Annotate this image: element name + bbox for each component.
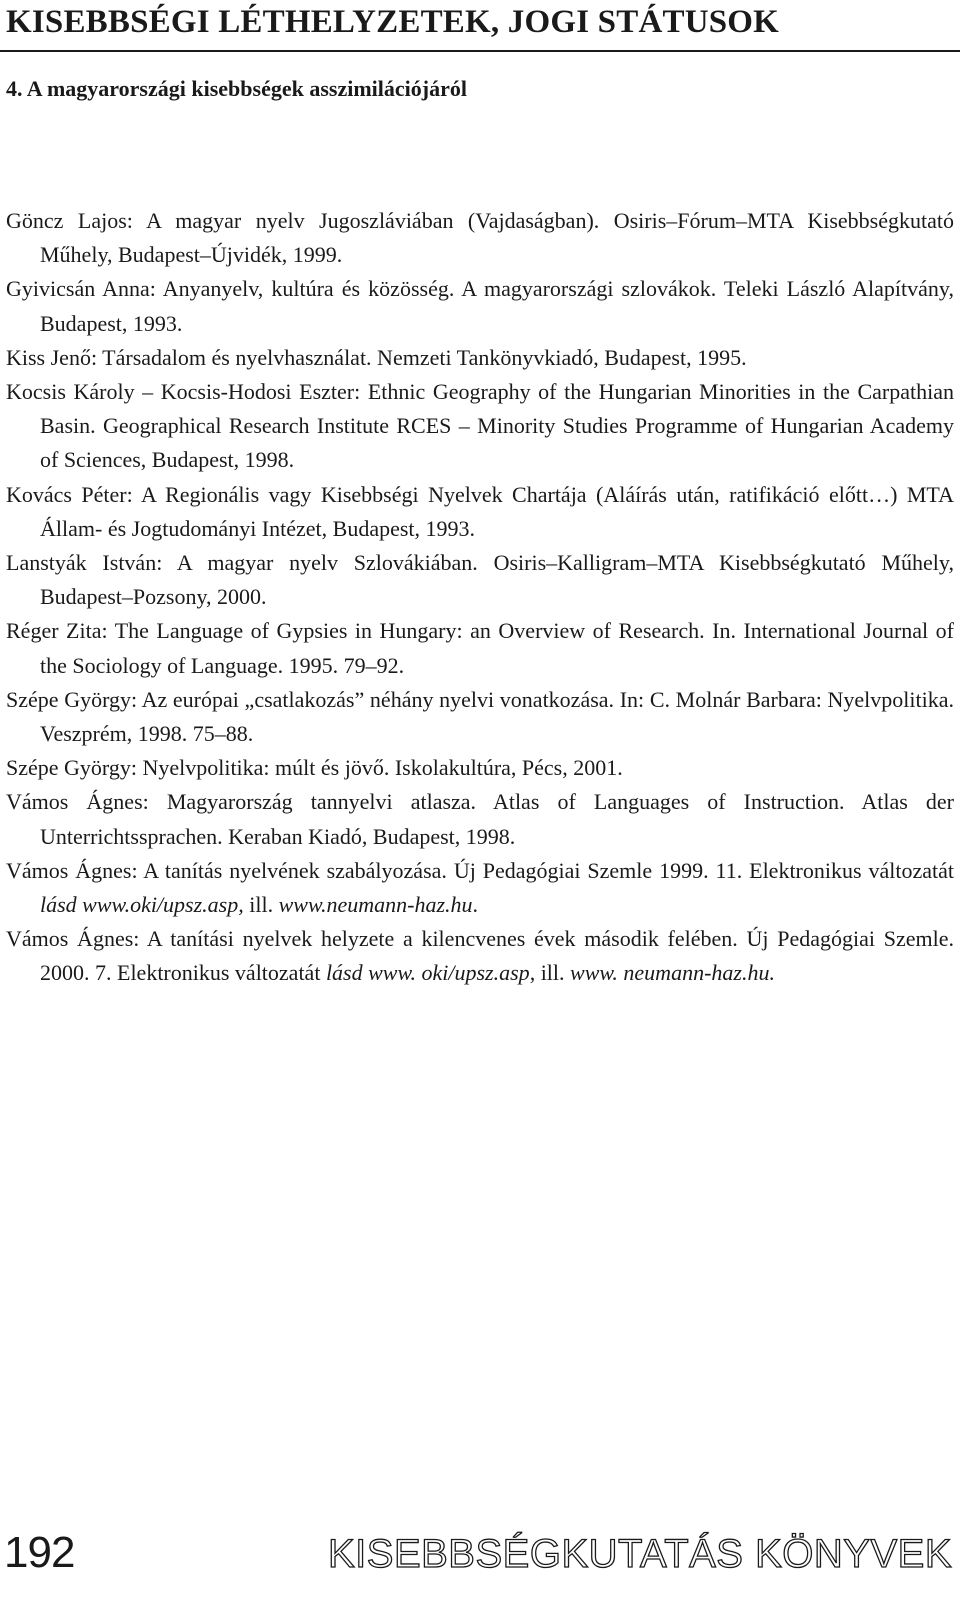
reference-text: Vámos Ágnes: Magyarország tannyelvi atlasza. Atlas of Languages of Instruction. Atlas der Unterrichtssprachen. Keraban Kiadó, Budapest, 1998.	[6, 789, 954, 849]
reference-list	[6, 204, 954, 991]
reference-item	[6, 854, 954, 922]
reference-item	[6, 785, 954, 853]
reference-text: Szépe György: Az európai „csatlakozás” néhány nyelvi vonatkozása. In: C. Molnár Barbara: Nyelvpolitika. Veszprém, 1998. 75–88.	[6, 686, 954, 747]
reference-item	[6, 546, 954, 614]
header-rule	[0, 50, 960, 52]
reference-item	[6, 751, 954, 785]
reference-text: Göncz Lajos: A magyar nyelv Jugoszláviában (Vajdaságban). Osiris–Fórum–MTA Kisebbségkutató Műhely, Budapest–Újvidék, 1999.	[6, 208, 954, 268]
reference-item	[6, 204, 954, 272]
reference-item	[6, 478, 954, 546]
reference-item	[6, 375, 954, 478]
reference-text: Kocsis Károly – Kocsis-Hodosi Eszter: Ethnic Geography of the Hungarian Minorities in the Carpathian Basin. Geographical Research Institute RCES – Minority Studies Programme of Hungarian Academy of Sciences, Budapest, 1998.	[6, 379, 954, 473]
reference-italic-text: lásd www.oki/upsz.asp,	[40, 892, 244, 918]
page-number: 192	[4, 1528, 75, 1577]
reference-italic-text: www.neumann-haz.hu	[278, 892, 473, 918]
reference-text: .	[472, 892, 479, 918]
reference-item	[6, 683, 954, 751]
reference-italic-text: lásd www. oki/upsz.asp	[325, 960, 530, 986]
series-title: KISEBBSÉGKUTATÁS KÖNYVEK	[327, 1532, 952, 1576]
reference-text: Réger Zita: The Language of Gypsies in Hungary: an Overview of Research. In. International Journal of the Sociology of Language. 1995. 79–92.	[6, 618, 954, 678]
reference-text: Vámos Ágnes: A tanítás nyelvének szabályozása. Új Pedagógiai Szemle 1999. 11. Elektronikus változatát	[6, 857, 954, 883]
reference-item	[6, 922, 954, 990]
reference-text: Gyivicsán Anna: Anyanyelv, kultúra és közösség. A magyarországi szlovákok. Teleki László Alapítvány, Budapest, 1993.	[6, 276, 954, 336]
reference-item	[6, 614, 954, 682]
reference-text: Szépe György: Nyelvpolitika: múlt és jövő. Iskolakultúra, Pécs, 2001.	[6, 755, 623, 781]
reference-italic-text: www. neumann-haz.hu.	[570, 960, 775, 986]
reference-text: Kiss Jenő: Társadalom és nyelvhasználat. Nemzeti Tankönyvkiadó, Budapest, 1995.	[6, 344, 747, 370]
chapter-title: KISEBBSÉGI LÉTHELYZETEK, JOGI STÁTUSOK	[6, 4, 780, 40]
section-title: 4. A magyarországi kisebbségek asszimilációjáról	[6, 76, 467, 101]
reference-text: Kovács Péter: A Regionális vagy Kisebbségi Nyelvek Chartája (Aláírás után, ratifikáció előtt…) MTA Állam- és Jogtudományi Intézet, Budapest, 1993.	[6, 481, 954, 541]
reference-item	[6, 341, 954, 375]
reference-text: Vámos Ágnes: A tanítási nyelvek helyzete a kilencvenes évek második felében. Új Pedagógiai Szemle. 2000. 7. Elektronikus változatát	[6, 926, 954, 986]
reference-item	[6, 272, 954, 340]
reference-text: Lanstyák István: A magyar nyelv Szlovákiában. Osiris–Kalligram–MTA Kisebbségkutató Műhely, Budapest–Pozsony, 2000.	[6, 550, 954, 610]
reference-text: ill.	[243, 892, 279, 918]
reference-text: , ill.	[529, 960, 571, 986]
